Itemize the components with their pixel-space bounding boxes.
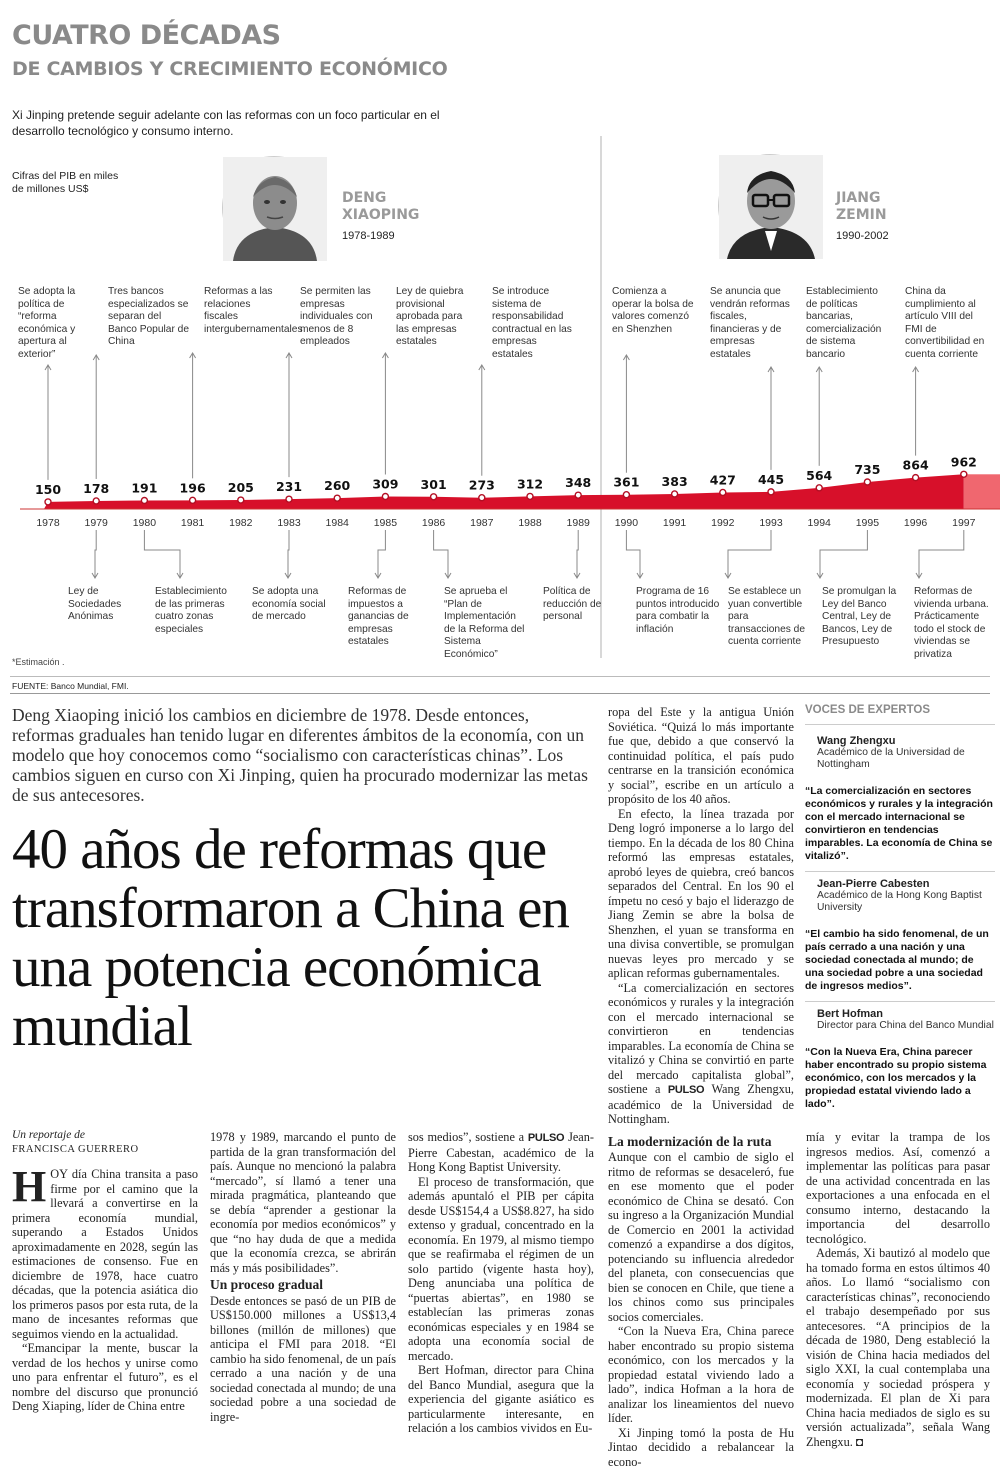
year-tick-label: 1994 <box>808 517 832 529</box>
year-tick-label: 1985 <box>374 517 398 529</box>
data-label: 427 <box>710 472 736 487</box>
data-label: 564 <box>806 468 832 483</box>
event-note-top: Se anuncia que vendrán reformas fiscales, financieras y de empresas estatales <box>710 286 792 361</box>
year-tick-label: 1986 <box>422 517 446 529</box>
event-leader-line <box>626 530 640 578</box>
paragraph: El proceso de transformación, que además apuntaló el PIB per cápita desde US$154,4 a US$8.827, ha sido extenso y gradual, concentrado en la economía. En 1979, al mismo tiempo que se reafirmaba el régimen de un solo partido (vigente hasta hoy), Deng anunciaba una política de “puertas abiertas”, en 1980 se establecían las primeras zonas económicas especiales y en 1984 se adopta una economía social de mercado. <box>408 1175 594 1364</box>
data-label: 445 <box>758 472 784 487</box>
event-note-bottom: Se promulgan la Ley del Banco Central, Ley de Bancos, Ley de Presupuesto <box>822 586 908 649</box>
leader-jiang-years: 1990-2002 <box>836 230 889 242</box>
estimation-note: *Estimación . <box>12 657 65 667</box>
data-label: 196 <box>180 480 206 495</box>
data-label: 150 <box>35 482 61 497</box>
event-note-bottom: Política de reducción de personal <box>543 586 629 624</box>
year-tick-label: 1995 <box>856 517 880 529</box>
event-note-top: Comienza a operar la bolsa de valores comenzó en Shenzhen <box>612 286 694 336</box>
data-point <box>816 485 822 491</box>
event-leader-line <box>820 530 867 578</box>
paragraph: 1978 y 1989, marcando el punto de partida de la gran transformación del país. Aunque no mencionó la palabra “mercado”, sí llamó a tener una mirada pragmática, planteando que se debía “aprender a gestionar la economía por medios económicos” y que “no hay duda de que a medida que la economía crezca, se abrirán más y más posibilidades”. <box>210 1130 396 1275</box>
event-note-top: Ley de quiebra provisional aprobada para las empresas estatales <box>396 286 478 349</box>
data-label: 273 <box>469 478 495 493</box>
infographic-subtitle: DE CAMBIOS Y CRECIMIENTO ECONÓMICO <box>12 58 447 80</box>
event-note-bottom: Reformas de vivienda urbana. Prácticamente todo el stock de viviendas se privatiza <box>914 586 1000 661</box>
expert-quote: “El cambio ha sido fenomenal, de un país cerrado a una nación y una sociedad conectada al mundo; de una sociedad pobre a una sociedad de ingresos medios”. <box>805 928 995 1002</box>
year-tick-label: 1997 <box>952 517 976 529</box>
data-point <box>623 492 629 498</box>
experts-title: VOCES DE EXPERTOS <box>805 704 995 725</box>
year-tick-label: 1979 <box>85 517 109 529</box>
expert-role: Académico de la Universidad de Nottingham <box>817 747 995 771</box>
year-tick-label: 1988 <box>518 517 542 529</box>
pulso-logo: PULSO <box>528 1132 564 1144</box>
event-note-top: Se introduce sistema de responsabilidad contractual en las empresas estatales <box>492 286 574 361</box>
byline-label: Un reportaje de <box>12 1128 198 1143</box>
data-label: 383 <box>662 474 688 489</box>
estimate-area <box>964 474 1000 509</box>
event-note-top: Se permiten las empresas individuales con menos de 8 empleados <box>300 286 382 349</box>
paragraph: OY día China transita a paso firme por el camino que la llevará a convertirse en la primera economía mundial, superando a Estados Unidos aproximadamente en 2028, según las estimaciones de consenso. Fue en diciembre de 1978, hace cuatro décadas, que la potencia asiática dio los primeros pasos por esta ruta, de la mano de incesantes reformas que seguimos viendo en la actualidad. <box>12 1167 198 1341</box>
event-note-top: Tres bancos especializados se separan del Banco Popular de China <box>108 286 190 349</box>
subheading: Un proceso gradual <box>210 1278 396 1293</box>
event-note-bottom: Ley de Sociedades Anónimas <box>68 586 154 624</box>
expert-role: Director para China del Banco Mundial <box>817 1020 995 1032</box>
leader-deng-name: DENG XIAOPING <box>342 190 419 224</box>
article-column-4: ropa del Este y la antigua Unión Soviética. “Quizá lo más importante fue que, debido a que conservó la continuidad política, el país pudo centrarse en la transición económica y social”, escribe en un artículo a propósito de los 40 años. En efecto, la línea trazada por Deng logró imponerse a lo largo del tiempo. En la década de los 80 China reformó las empresas estatales, aprobó leyes de quiebra, creó bancos separados del Central. En los 90 el ímpetu no cesó y bajo el liderazgo de Jiang Zemin se abre la bolsa de Shenzhen, el yuan se transforma en una divisa convertible, se promulgan nuevas leyes pro mercado y se aplican reformas gubernamentales. “La comercialización en sectores económicos y rurales y la integración con el mercado internacional se convirtieron en tendencias imparables. La economía de China se vitalizó y China se convirtió en parte del mercado capitalista global”, sostiene a PULSO Wang Zhengxu, académico de la Universidad de Nottingham. La modernización de la ruta Aunque con el cambio de siglo el ritmo de reformas se desaceleró, fue en ese momento que el poder económico de China se desató. Con su ingreso a la Organización Mundial de Comercio en 2001 la actividad comenzó a expandirse a dos dígitos, potenciando su influencia alrededor del planeta, con consecuencias que bien se conocen en Chile, que tiene a los chinos como sus principales socios comerciales. “Con la Nueva Era, China parece haber encontrado su propio sistema económico, con los mercados y la propiedad estatal viviendo lado a lado”, indica Hofman a la hora de analizar los lineamientos del nuevo líder. Xi Jinping tomó la posta de Hu Jintao decidido a rebalancear la econo- <box>608 705 794 1469</box>
author-name: FRANCISCA GUERRERO <box>12 1143 198 1158</box>
expert-name: Jean-Pierre Cabesten <box>817 878 995 890</box>
event-note-bottom: Se adopta una economía social de mercado <box>252 586 338 624</box>
event-leader-line <box>577 530 578 578</box>
data-point <box>913 475 919 481</box>
data-point <box>672 491 678 497</box>
expert-role: Académico de la Hong Kong Baptist University <box>817 890 995 914</box>
units-note: Cifras del PIB en miles de millones US$ <box>12 170 132 196</box>
event-note-top: Establecimiento de políticas bancarias, comercialización de sistema bancario <box>806 286 888 361</box>
data-point <box>238 497 244 503</box>
paragraph: ropa del Este y la antigua Unión Soviética. “Quizá lo más importante fue que, debido a que conservó la continuidad política, el país pudo centrarse en la transición económica y social”, escribe en un artículo a propósito de los 40 años. <box>608 705 794 807</box>
event-leader-line <box>919 530 964 578</box>
drop-cap: H <box>12 1169 46 1205</box>
article-column-3: sos medios”, sostiene a PULSO Jean-Pierre Cabestan, académico de la Hong Kong Baptist University. El proceso de transformación, que además apuntaló el PIB per cápita desde US$154,4 a US$8.827, ha sido extenso y gradual, concentrado en la economía. En 1979, al mismo tiempo que se reafirmaba el régimen de un solo partido (vigente hasta hoy), Deng anunciaba una política de “puertas abiertas”, en 1980 se establecían las primeras zonas económicas especiales y en 1984 se adopta una economía social de mercado. Bert Hofman, director para China del Banco Mundial, asegura que la experiencia del gigante asiático es particularmente interesante, en relación a los cambios vividos en Eu- <box>408 1130 594 1436</box>
event-leader-line <box>434 530 448 578</box>
divider-line <box>10 693 990 694</box>
year-tick-label: 1989 <box>567 517 591 529</box>
event-leader-line <box>728 530 771 578</box>
event-leader-line <box>144 530 180 578</box>
paragraph: mía y evitar la trampa de los ingresos medios. Así, comenzó a implementar las políticas para pasar de una actividad concentrada en las exportaciones a una enfocada en el consumo interno, destacando la importancia del desarrollo tecnológico. <box>806 1130 990 1246</box>
year-tick-label: 1980 <box>133 517 157 529</box>
data-point <box>575 492 581 498</box>
expert-name: Bert Hofman <box>817 1008 995 1020</box>
data-label: 205 <box>228 480 254 495</box>
year-tick-label: 1996 <box>904 517 928 529</box>
data-point <box>961 471 967 477</box>
year-tick-label: 1993 <box>759 517 783 529</box>
year-tick-label: 1987 <box>470 517 494 529</box>
event-note-bottom: Reformas de impuestos a ganancias de empresas estatales <box>348 586 434 649</box>
source-note: FUENTE: Banco Mundial, FMI. <box>12 681 129 691</box>
expert-quote: “La comercialización en sectores económicos y rurales y la integración con el mercado internacional se convirtieron en tendencias imparables. La economía de China se vitalizó”. <box>805 785 995 872</box>
paragraph: Aunque con el cambio de siglo el ritmo de reformas se desaceleró, fue en ese momento que el poder económico de China se desató. Con su ingreso a la Organización Mundial de Comercio en 2001 la actividad comenzó a expandirse a dos dígitos, potenciando su influencia alrededor del planeta, con consecuencias que bien se conocen en Chile, que tiene a los chinos como sus principales socios comerciales. <box>608 1150 794 1324</box>
data-label: 348 <box>565 475 591 490</box>
paragraph: Desde entonces se pasó de un PIB de US$150.000 millones a US$13,4 billones (millón de millones) que anticipa el FMI para 2018. “El cambio ha sido fenomenal, de un país cerrado a una nación y de una sociedad conectada al mundo; de una sociedad pobre a una sociedad de ingre- <box>210 1294 396 1425</box>
data-point <box>190 497 196 503</box>
divider-line <box>10 676 990 677</box>
infographic-intro: Xi Jinping pretende seguir adelante con las reformas con un foco particular en el desarrollo tecnológico y consumo interno. <box>12 107 492 139</box>
event-leader-line <box>378 530 385 578</box>
paragraph: “Emancipar la mente, buscar la verdad de los hechos y unirse como uno para enfrentar el futuro”, es el nombre del discurso que pronunció Deng Xiaping, líder de China entre <box>12 1341 198 1414</box>
data-point <box>431 494 437 500</box>
data-label: 361 <box>613 475 639 490</box>
data-label: 962 <box>951 454 977 469</box>
subheading: La modernización de la ruta <box>608 1135 794 1150</box>
year-tick-label: 1990 <box>615 517 639 529</box>
paragraph: Xi Jinping tomó la posta de Hu Jintao decidido a rebalancear la econo- <box>608 1426 794 1469</box>
event-note-bottom: Programa de 16 puntos introducido para combatir la inflación <box>636 586 722 636</box>
data-point <box>479 495 485 501</box>
data-label: 312 <box>517 476 543 491</box>
jiang-portrait <box>718 154 822 258</box>
event-note-bottom: Se establece un yuan convertible para transacciones de cuenta corriente <box>728 586 814 649</box>
paragraph: “Con la Nueva Era, China parece haber encontrado su propio sistema económico, con los mercados y la propiedad estatal viviendo lado a lado”, indica Hofman a la hora de analizar los lineamientos del nuevo líder. <box>608 1324 794 1426</box>
event-note-top: Se adopta la política de “reforma económica y apertura al exterior” <box>18 286 100 361</box>
year-tick-label: 1978 <box>36 517 60 529</box>
data-label: 191 <box>131 481 157 496</box>
data-point <box>720 489 726 495</box>
deng-portrait <box>222 156 326 260</box>
year-tick-label: 1982 <box>229 517 253 529</box>
data-point <box>45 499 51 505</box>
data-point <box>286 496 292 502</box>
event-note-top: China da cumplimiento al artículo VIII del FMI de convertibilidad en cuenta corriente <box>905 286 987 361</box>
data-label: 309 <box>372 476 398 491</box>
event-note-top: Reformas a las relaciones fiscales intergubernamentales <box>204 286 286 336</box>
data-point <box>768 489 774 495</box>
data-point <box>864 479 870 485</box>
end-mark-icon: ◘ <box>856 1435 863 1449</box>
year-tick-label: 1981 <box>181 517 205 529</box>
data-label: 178 <box>83 481 109 496</box>
event-note-bottom: Establecimiento de las primeras cuatro zonas especiales <box>155 586 241 636</box>
year-tick-label: 1992 <box>711 517 735 529</box>
leader-jiang-name: JIANG ZEMIN <box>836 190 887 224</box>
experts-sidebar <box>805 704 995 1119</box>
event-note-bottom: Se aprueba el “Plan de Implementación de la Reforma del Sistema Económico” <box>444 586 530 661</box>
data-point <box>382 493 388 499</box>
article-column-2 <box>210 1130 396 1424</box>
paragraph: Además, Xi bautizó al modelo que ha tomado forma en estos últimos 40 años. Lo llamó “socialismo con características chinas”, reconociendo el trabajo desempeñado por sus antecesores. “A principios de la década de 1980, Deng estableció la visión de China hacia mediados del siglo XXI, la cual contemplaba una economía y sociedad próspera y modernizada. El plan de Xi para China hacia mediados de siglo es su versión actualizada”, señala Wang Zhengxu. <box>806 1246 990 1449</box>
event-leader-line <box>95 530 96 578</box>
infographic-title: CUATRO DÉCADAS <box>12 20 281 51</box>
data-point <box>93 498 99 504</box>
article-column-5 <box>806 1130 990 1449</box>
paragraph: Bert Hofman, director para China del Banco Mundial, asegura que la experiencia del gigante asiático es particularmente interesante, en relación a los cambios vividos en Eu- <box>408 1363 594 1436</box>
article-headline: 40 años de reformas que transformaron a China en una potencia económica mundial <box>12 820 602 1056</box>
article-lede: Deng Xiaoping inició los cambios en diciembre de 1978. Desde entonces, reformas graduales han tenido lugar en diferentes ámbitos de la economía, con un modelo que hoy conocemos como “socialismo con características chinas”. Los cambios siguen en curso con Xi Jinping, quien ha procurado modernizar las metas de sus antecesores. <box>12 705 592 805</box>
year-tick-label: 1983 <box>277 517 301 529</box>
article-column-1 <box>12 1128 198 1414</box>
data-label: 260 <box>324 478 350 493</box>
year-tick-label: 1991 <box>663 517 687 529</box>
expert-name: Wang Zhengxu <box>817 735 995 747</box>
data-label: 231 <box>276 479 302 494</box>
pulso-logo: PULSO <box>668 1084 704 1096</box>
gdp-timeline-chart <box>0 280 1000 580</box>
year-tick-label: 1984 <box>326 517 350 529</box>
data-point <box>334 495 340 501</box>
data-point <box>141 498 147 504</box>
leader-deng-years: 1978-1989 <box>342 230 395 242</box>
expert-quote: “Con la Nueva Era, China parecer haber encontrado su propio sistema económico, con los mercados y la propiedad estatal viviendo lado a lado”. <box>805 1046 995 1119</box>
data-label: 864 <box>903 458 929 473</box>
data-label: 301 <box>421 477 447 492</box>
paragraph: En efecto, la línea trazada por Deng logró imponerse a lo largo del tiempo. En la década de los 80 China reformó las empresas estatales, aprobó leyes de quiebra, creó bancos separados del Central. En los 90 el ímpetu no cesó y bajo el liderazgo de Jiang Zemin se abre la bolsa de Shenzhen, el yuan se transforma en una divisa convertible, se promulgan nuevas leyes pro mercado y se aplican reformas gubernamentales. <box>608 807 794 981</box>
event-leader-line <box>288 530 289 578</box>
data-point <box>527 493 533 499</box>
data-label: 735 <box>854 462 880 477</box>
